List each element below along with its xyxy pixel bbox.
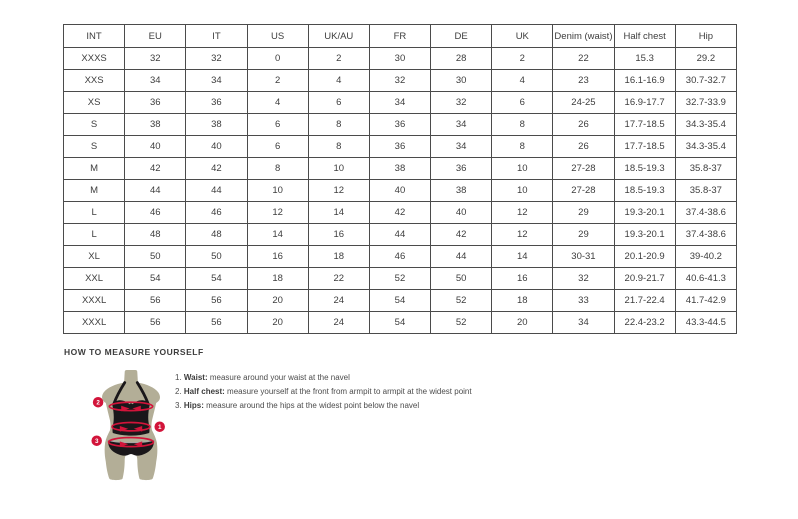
table-row [64,70,737,92]
size-cell: 44 [186,180,247,202]
column-header: Half chest [614,25,675,48]
size-cell: 19.3-20.1 [614,224,675,246]
size-cell: 18 [247,268,308,290]
size-cell: 54 [369,290,430,312]
size-cell: 2 [247,70,308,92]
size-cell: 4 [247,92,308,114]
size-cell: 0 [247,48,308,70]
size-cell: 56 [125,290,186,312]
table-row [64,114,737,136]
size-cell: 44 [125,180,186,202]
size-cell: 23 [553,70,614,92]
size-cell: 42 [431,224,492,246]
size-cell: XXL [64,268,125,290]
size-cell: 26 [553,114,614,136]
table-row [64,246,737,268]
size-cell: 56 [186,290,247,312]
step-term: Hips: [183,401,204,410]
size-cell: 20 [247,290,308,312]
size-cell: 43.3-44.5 [675,312,736,334]
size-cell: 40 [369,180,430,202]
size-cell: 6 [247,136,308,158]
size-cell: 34 [553,312,614,334]
size-cell: 32 [125,48,186,70]
size-cell: 56 [186,312,247,334]
size-cell: 29 [553,224,614,246]
size-cell: 4 [492,70,553,92]
column-header: FR [369,25,430,48]
column-header: UK [492,25,553,48]
step-number: 3. [175,401,184,410]
size-cell: 2 [308,48,369,70]
size-cell: 24-25 [553,92,614,114]
size-cell: 12 [247,202,308,224]
table-row [64,92,737,114]
size-cell: S [64,114,125,136]
size-cell: 2 [492,48,553,70]
column-header: EU [125,25,186,48]
size-cell: 46 [125,202,186,224]
size-cell: 14 [247,224,308,246]
size-cell: 22.4-23.2 [614,312,675,334]
step-term: Waist: [183,373,208,382]
size-cell: 18 [308,246,369,268]
measurement-figure-illustration [89,370,173,482]
measure-steps-list [175,371,472,413]
size-cell: 30-31 [553,246,614,268]
size-cell: 6 [492,92,553,114]
size-cell: 22 [308,268,369,290]
size-cell: 34 [125,70,186,92]
table-body [64,48,737,334]
column-header: INT [64,25,125,48]
size-cell: 34 [369,92,430,114]
size-cell: 50 [186,246,247,268]
table-row [64,202,737,224]
size-cell: S [64,136,125,158]
size-cell: 34 [431,114,492,136]
size-cell: 29 [553,202,614,224]
size-cell: 32 [369,70,430,92]
size-cell: 48 [125,224,186,246]
size-cell: 39-40.2 [675,246,736,268]
size-cell: 20 [247,312,308,334]
table-row [64,312,737,334]
size-cell: XS [64,92,125,114]
size-cell: 12 [492,224,553,246]
size-cell: 56 [125,312,186,334]
size-cell: 32 [186,48,247,70]
table-row [64,136,737,158]
size-cell: 12 [492,202,553,224]
size-cell: 32 [431,92,492,114]
measure-section-title: HOW TO MEASURE YOURSELF [64,347,204,357]
size-cell: 40 [186,136,247,158]
size-cell: 14 [492,246,553,268]
size-cell: 30 [369,48,430,70]
size-cell: M [64,158,125,180]
size-cell: 17.7-18.5 [614,136,675,158]
size-cell: 36 [125,92,186,114]
size-cell: 42 [186,158,247,180]
size-cell: XXS [64,70,125,92]
size-cell: 44 [431,246,492,268]
size-cell: 4 [308,70,369,92]
size-cell: 27-28 [553,180,614,202]
size-cell: 8 [492,136,553,158]
size-cell: XL [64,246,125,268]
size-cell: 14 [308,202,369,224]
mannequin-neck [124,370,138,384]
size-cell: XXXL [64,290,125,312]
size-cell: 52 [431,290,492,312]
size-cell: 8 [492,114,553,136]
size-cell: 40.6-41.3 [675,268,736,290]
size-cell: 37.4-38.6 [675,224,736,246]
size-cell: 36 [369,136,430,158]
size-cell: 54 [186,268,247,290]
size-cell: 26 [553,136,614,158]
size-cell: 24 [308,312,369,334]
size-cell: 44 [369,224,430,246]
size-cell: 40 [431,202,492,224]
size-cell: 48 [186,224,247,246]
size-cell: 33 [553,290,614,312]
badge-1-number: 1 [157,424,162,432]
size-cell: 22 [553,48,614,70]
size-cell: 20.9-21.7 [614,268,675,290]
table-row [64,180,737,202]
size-cell: 52 [431,312,492,334]
size-cell: 34 [186,70,247,92]
size-cell: 28 [431,48,492,70]
size-cell: XXXL [64,312,125,334]
size-cell: 8 [308,136,369,158]
step-description: measure around the hips at the widest point below the navel [203,401,420,410]
step-description: measure yourself at the front from armpit to armpit at the widest point [224,387,472,396]
step-description: measure around your waist at the navel [207,373,350,382]
size-cell: L [64,202,125,224]
size-cell: L [64,224,125,246]
step-number: 1. [175,373,184,382]
column-header: US [247,25,308,48]
size-cell: 20 [492,312,553,334]
size-cell: 8 [247,158,308,180]
size-cell: 19.3-20.1 [614,202,675,224]
size-cell: 16.1-16.9 [614,70,675,92]
size-cell: 16.9-17.7 [614,92,675,114]
column-header: Denim (waist) [553,25,614,48]
column-header: IT [186,25,247,48]
step-number: 2. [175,387,184,396]
step-term: Half chest: [183,387,225,396]
size-cell: 52 [369,268,430,290]
size-cell: 54 [125,268,186,290]
size-cell: 30.7-32.7 [675,70,736,92]
size-cell: 34.3-35.4 [675,136,736,158]
size-cell: 35.8-37 [675,158,736,180]
size-cell: 42 [125,158,186,180]
size-chart-table [63,24,737,334]
size-cell: 54 [369,312,430,334]
size-cell: 46 [369,246,430,268]
size-cell: 36 [186,92,247,114]
size-cell: 24 [308,290,369,312]
size-cell: 30 [431,70,492,92]
size-cell: 10 [308,158,369,180]
measure-step [175,371,472,385]
size-cell: 6 [247,114,308,136]
measure-step [175,385,472,399]
size-cell: 32.7-33.9 [675,92,736,114]
size-cell: 36 [369,114,430,136]
size-cell: 34.3-35.4 [675,114,736,136]
table-row [64,158,737,180]
size-cell: 34 [431,136,492,158]
size-cell: M [64,180,125,202]
size-cell: 38 [431,180,492,202]
size-cell: 35.8-37 [675,180,736,202]
size-cell: 32 [553,268,614,290]
column-header: UK/AU [308,25,369,48]
size-cell: 8 [308,114,369,136]
size-cell: 50 [125,246,186,268]
table-row [64,48,737,70]
size-cell: 36 [431,158,492,180]
size-cell: 29.2 [675,48,736,70]
size-cell: 21.7-22.4 [614,290,675,312]
size-cell: 10 [492,180,553,202]
table-row [64,268,737,290]
size-cell: 46 [186,202,247,224]
size-cell: 12 [308,180,369,202]
size-cell: 18 [492,290,553,312]
size-cell: XXXS [64,48,125,70]
size-cell: 20.1-20.9 [614,246,675,268]
size-cell: 50 [431,268,492,290]
table-row [64,290,737,312]
size-cell: 27-28 [553,158,614,180]
size-cell: 37.4-38.6 [675,202,736,224]
size-cell: 40 [125,136,186,158]
column-header: Hip [675,25,736,48]
size-cell: 41.7-42.9 [675,290,736,312]
size-cell: 6 [308,92,369,114]
measure-step [175,399,472,413]
size-cell: 18.5-19.3 [614,180,675,202]
size-cell: 42 [369,202,430,224]
size-cell: 38 [369,158,430,180]
size-cell: 16 [247,246,308,268]
badge-2-number: 2 [96,399,100,407]
size-cell: 16 [308,224,369,246]
size-cell: 38 [125,114,186,136]
size-cell: 17.7-18.5 [614,114,675,136]
size-cell: 16 [492,268,553,290]
size-cell: 38 [186,114,247,136]
size-cell: 15.3 [614,48,675,70]
size-cell: 10 [247,180,308,202]
table-header-row [64,25,737,48]
size-cell: 10 [492,158,553,180]
badge-3-number: 3 [94,438,99,446]
column-header: DE [431,25,492,48]
table-row [64,224,737,246]
size-cell: 18.5-19.3 [614,158,675,180]
